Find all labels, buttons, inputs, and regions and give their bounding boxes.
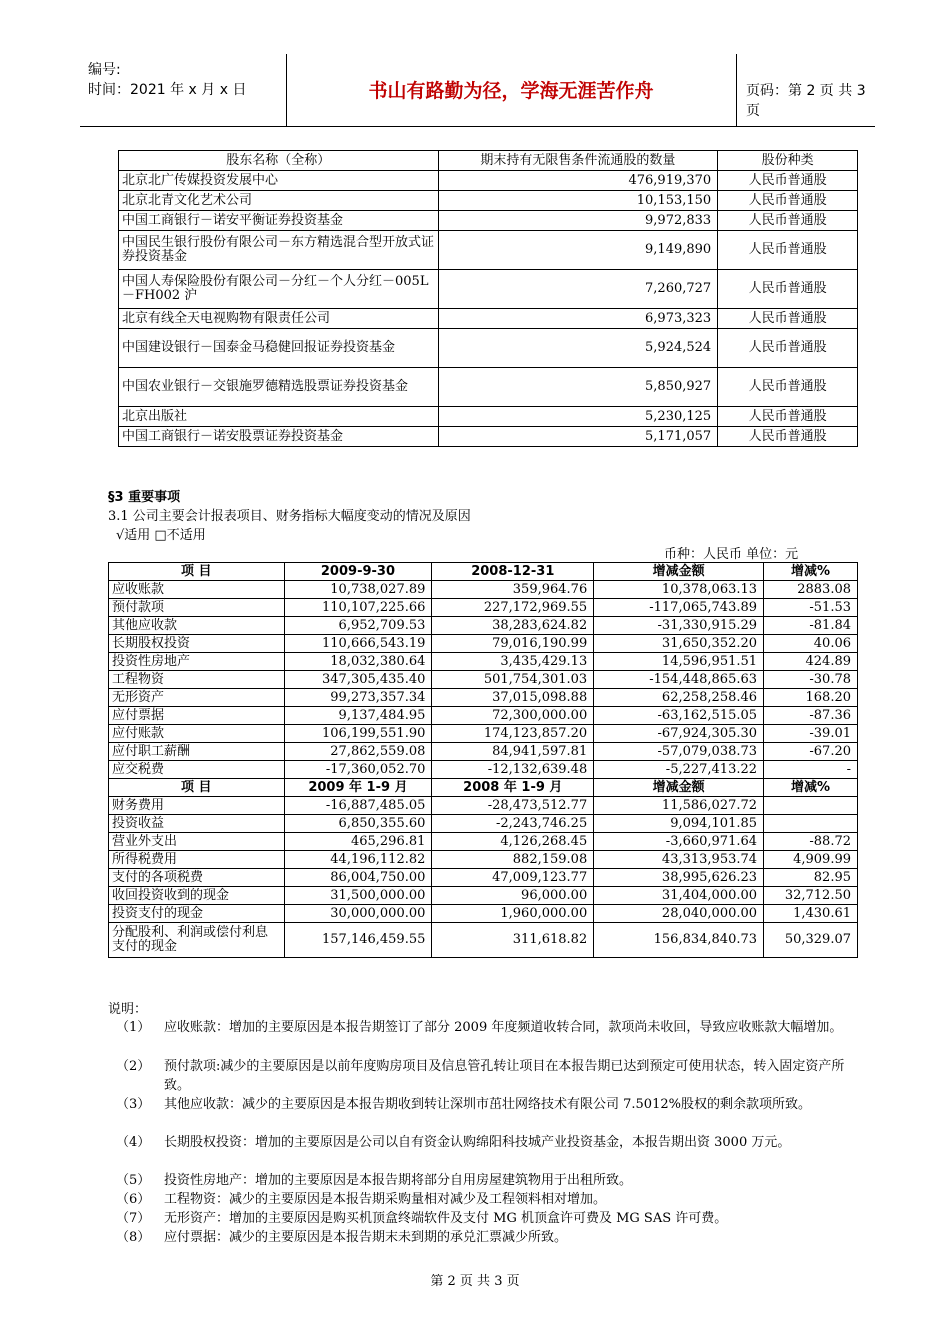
change-percent: -67.20: [764, 743, 858, 761]
table-header-row: [109, 563, 858, 581]
shareholder-name: 中国工商银行－诺安股票证券投资基金: [119, 427, 439, 447]
change-amount: 156,834,840.73: [594, 923, 764, 958]
table-row: [109, 905, 858, 923]
item-label: 投资支付的现金: [109, 905, 285, 923]
change-percent: 32,712.50: [764, 887, 858, 905]
shareholder-name: 中国人寿保险股份有限公司－分红－个人分红－005L－FH002 沪: [119, 270, 439, 309]
value-previous: 359,964.76: [432, 581, 594, 599]
value-current: 99,273,357.34: [284, 689, 432, 707]
column-header: 项 目: [109, 563, 285, 581]
change-percent: 4,909.99: [764, 851, 858, 869]
change-amount: 28,040,000.00: [594, 905, 764, 923]
share-qty: 5,171,057: [438, 427, 718, 447]
change-amount: -67,924,305.30: [594, 725, 764, 743]
share-qty: 5,850,927: [438, 368, 718, 407]
value-current: 86,004,750.00: [284, 869, 432, 887]
table-row: [109, 761, 858, 779]
column-header: 项 目: [109, 779, 285, 797]
column-header: 期末持有无限售条件流通股的数量: [438, 151, 718, 171]
change-amount: -31,330,915.29: [594, 617, 764, 635]
share-qty: 5,230,125: [438, 407, 718, 427]
note-text: 其他应收款：减少的主要原因是本报告期收到转让深圳市茁壮网络技术有限公司 7.5012%股权的剩余款项所致。: [164, 1097, 811, 1112]
change-amount: 31,650,352.20: [594, 635, 764, 653]
number-label: 编号:: [88, 62, 121, 78]
share-type: 人民币普通股: [718, 309, 858, 329]
value-current: 9,137,484.95: [284, 707, 432, 725]
change-percent: -39.01: [764, 725, 858, 743]
share-type: 人民币普通股: [718, 171, 858, 191]
header-page-label: 页码：第 2 页 共 3 页: [746, 83, 866, 119]
change-percent: -88.72: [764, 833, 858, 851]
share-qty: 7,260,727: [438, 270, 718, 309]
note-text: 预付款项:减少的主要原因是以前年度购房项目及信息管孔转让项目在本报告期已达到预定可使用状态，转入固定资产所致。: [164, 1059, 845, 1093]
table-row: [109, 923, 858, 958]
item-label: 收回投资收到的现金: [109, 887, 285, 905]
value-current: 6,952,709.53: [284, 617, 432, 635]
page-footer: 第 2 页 共 3 页: [430, 1274, 520, 1289]
share-type: 人民币普通股: [718, 211, 858, 231]
table-row: [119, 231, 858, 270]
change-amount: 62,258,258.46: [594, 689, 764, 707]
table-row: [119, 211, 858, 231]
change-percent: -30.78: [764, 671, 858, 689]
column-header: 增减%: [764, 563, 858, 581]
change-amount: 10,378,063.13: [594, 581, 764, 599]
change-amount: -3,660,971.64: [594, 833, 764, 851]
table-row: [119, 309, 858, 329]
value-previous: 227,172,969.55: [432, 599, 594, 617]
table-row: [119, 270, 858, 309]
change-amount: -5,227,413.22: [594, 761, 764, 779]
item-label: 投资收益: [109, 815, 285, 833]
header-divider: [736, 54, 737, 126]
value-previous: -28,473,512.77: [432, 797, 594, 815]
note-number: （2）: [116, 1059, 151, 1074]
financial-table: [108, 562, 858, 958]
value-current: 31,500,000.00: [284, 887, 432, 905]
shareholder-name: 北京北广传媒投资发展中心: [119, 171, 439, 191]
item-label: 所得税费用: [109, 851, 285, 869]
value-current: 27,862,559.08: [284, 743, 432, 761]
share-type: 人民币普通股: [718, 329, 858, 368]
table-row: [109, 689, 858, 707]
share-qty: 10,153,150: [438, 191, 718, 211]
table-header-row: [119, 151, 858, 171]
shareholder-name: 北京北青文化艺术公司: [119, 191, 439, 211]
value-previous: 38,283,624.82: [432, 617, 594, 635]
column-header: 增减金额: [594, 779, 764, 797]
value-previous: 4,126,268.45: [432, 833, 594, 851]
value-current: 18,032,380.64: [284, 653, 432, 671]
change-percent: -87.36: [764, 707, 858, 725]
value-current: 110,666,543.19: [284, 635, 432, 653]
table-row: [119, 191, 858, 211]
shareholder-name: 北京有线全天电视购物有限责任公司: [119, 309, 439, 329]
table-row: [119, 171, 858, 191]
value-previous: 47,009,123.77: [432, 869, 594, 887]
section-subtitle: 3.1 公司主要会计报表项目、财务指标大幅度变动的情况及原因: [108, 509, 471, 524]
note-text: 长期股权投资：增加的主要原因是公司以自有资金认购绵阳科技城产业投资基金，本报告期出资 3000 万元。: [164, 1135, 791, 1150]
table-row: [109, 797, 858, 815]
table-row: [109, 707, 858, 725]
item-label: 预付款项: [109, 599, 285, 617]
note-number: （7）: [116, 1211, 151, 1226]
table-row: [119, 407, 858, 427]
value-previous: 37,015,098.88: [432, 689, 594, 707]
item-label: 应付账款: [109, 725, 285, 743]
value-current: 6,850,355.60: [284, 815, 432, 833]
item-label: 投资性房地产: [109, 653, 285, 671]
item-label: 工程物资: [109, 671, 285, 689]
notes-label: 说明：: [108, 1002, 148, 1017]
table-row: [109, 833, 858, 851]
table-row: [119, 368, 858, 407]
table-row: [109, 851, 858, 869]
column-header: 2009-9-30: [284, 563, 432, 581]
value-current: 347,305,435.40: [284, 671, 432, 689]
column-header: 增减%: [764, 779, 858, 797]
item-label: 财务费用: [109, 797, 285, 815]
value-current: 44,196,112.82: [284, 851, 432, 869]
value-previous: -12,132,639.48: [432, 761, 594, 779]
value-current: 465,296.81: [284, 833, 432, 851]
change-amount: 31,404,000.00: [594, 887, 764, 905]
value-previous: 1,960,000.00: [432, 905, 594, 923]
item-label: 无形资产: [109, 689, 285, 707]
change-amount: -117,065,743.89: [594, 599, 764, 617]
note-text: 投资性房地产：增加的主要原因是本报告期将部分自用房屋建筑物用于出租所致。: [164, 1173, 633, 1188]
item-label: 应收账款: [109, 581, 285, 599]
share-type: 人民币普通股: [718, 270, 858, 309]
column-header: 2008-12-31: [432, 563, 594, 581]
item-label: 应交税费: [109, 761, 285, 779]
item-label: 其他应收款: [109, 617, 285, 635]
change-amount: -154,448,865.63: [594, 671, 764, 689]
value-previous: 3,435,429.13: [432, 653, 594, 671]
value-previous: -2,243,746.25: [432, 815, 594, 833]
value-current: 157,146,459.55: [284, 923, 432, 958]
change-percent: [764, 815, 858, 833]
item-label: 营业外支出: [109, 833, 285, 851]
table-row: [109, 815, 858, 833]
value-current: -16,887,485.05: [284, 797, 432, 815]
change-amount: 9,094,101.85: [594, 815, 764, 833]
change-percent: 50,329.07: [764, 923, 858, 958]
share-qty: 6,973,323: [438, 309, 718, 329]
change-percent: 168.20: [764, 689, 858, 707]
shareholder-name: 中国建设银行－国泰金马稳健回报证券投资基金: [119, 329, 439, 368]
item-label: 应付票据: [109, 707, 285, 725]
item-label: 分配股利、利润或偿付利息支付的现金: [109, 923, 285, 958]
table-row: [109, 635, 858, 653]
share-type: 人民币普通股: [718, 368, 858, 407]
value-previous: 174,123,857.20: [432, 725, 594, 743]
share-qty: 476,919,370: [438, 171, 718, 191]
note-number: （4）: [116, 1135, 151, 1150]
value-current: 110,107,225.66: [284, 599, 432, 617]
item-label: 支付的各项税费: [109, 869, 285, 887]
change-percent: -: [764, 761, 858, 779]
column-header: 增减金额: [594, 563, 764, 581]
table-row: [119, 427, 858, 447]
note-number: （3）: [116, 1097, 151, 1112]
column-header: 股东名称（全称）: [119, 151, 439, 171]
note-text: 工程物资：减少的主要原因是本报告期采购量相对减少及工程领料相对增加。: [164, 1192, 607, 1207]
change-amount: 11,586,027.72: [594, 797, 764, 815]
change-percent: -51.53: [764, 599, 858, 617]
value-previous: 84,941,597.81: [432, 743, 594, 761]
value-previous: 501,754,301.03: [432, 671, 594, 689]
share-qty: 9,972,833: [438, 211, 718, 231]
change-percent: -81.84: [764, 617, 858, 635]
change-percent: 2883.08: [764, 581, 858, 599]
share-qty: 9,149,890: [438, 231, 718, 270]
value-current: -17,360,052.70: [284, 761, 432, 779]
value-current: 30,000,000.00: [284, 905, 432, 923]
share-type: 人民币普通股: [718, 231, 858, 270]
value-previous: 72,300,000.00: [432, 707, 594, 725]
table-row: [109, 653, 858, 671]
share-qty: 5,924,524: [438, 329, 718, 368]
change-percent: [764, 797, 858, 815]
table-row: [109, 887, 858, 905]
shareholder-name: 北京出版社: [119, 407, 439, 427]
table-row: [109, 599, 858, 617]
share-type: 人民币普通股: [718, 191, 858, 211]
note-number: （5）: [116, 1173, 151, 1188]
change-amount: -57,079,038.73: [594, 743, 764, 761]
note-text: 无形资产：增加的主要原因是购买机顶盒终端软件及支付 MG 机顶盒许可费及 MG SAS 许可费。: [164, 1211, 728, 1226]
change-amount: 14,596,951.51: [594, 653, 764, 671]
change-amount: 43,313,953.74: [594, 851, 764, 869]
note-text: 应付票据：减少的主要原因是本报告期末未到期的承兑汇票减少所致。: [164, 1230, 568, 1245]
item-label: 应付职工薪酬: [109, 743, 285, 761]
note-number: （1）: [116, 1020, 151, 1035]
column-header: 2009 年 1-9 月: [284, 779, 432, 797]
shareholder-name: 中国农业银行－交银施罗德精选股票证券投资基金: [119, 368, 439, 407]
table-row: [119, 329, 858, 368]
currency-unit: 币种：人民币 单位：元: [664, 547, 799, 562]
table-row: [109, 869, 858, 887]
table-header-row: [109, 779, 858, 797]
table-row: [109, 743, 858, 761]
value-current: 10,738,027.89: [284, 581, 432, 599]
header-motto: 书山有路勤为径，学海无涯苦作舟: [368, 80, 654, 102]
time-label: 时间：2021 年 x 月 x 日: [88, 82, 247, 98]
section-title: §3 重要事项: [108, 490, 181, 505]
column-header: 2008 年 1-9 月: [432, 779, 594, 797]
shareholder-name: 中国民生银行股份有限公司－东方精选混合型开放式证券投资基金: [119, 231, 439, 270]
shareholder-name: 中国工商银行－诺安平衡证券投资基金: [119, 211, 439, 231]
value-previous: 96,000.00: [432, 887, 594, 905]
change-percent: 1,430.61: [764, 905, 858, 923]
table-row: [109, 725, 858, 743]
table-row: [109, 581, 858, 599]
page-header: [80, 54, 875, 127]
note-number: （6）: [116, 1192, 151, 1207]
change-amount: -63,162,515.05: [594, 707, 764, 725]
item-label: 长期股权投资: [109, 635, 285, 653]
shareholder-table: [118, 150, 858, 447]
value-current: 106,199,551.90: [284, 725, 432, 743]
header-meta: [88, 60, 278, 100]
share-type: 人民币普通股: [718, 427, 858, 447]
change-percent: 82.95: [764, 869, 858, 887]
note-number: （8）: [116, 1230, 151, 1245]
value-previous: 79,016,190.99: [432, 635, 594, 653]
change-percent: 424.89: [764, 653, 858, 671]
value-previous: 311,618.82: [432, 923, 594, 958]
table-row: [109, 617, 858, 635]
share-type: 人民币普通股: [718, 407, 858, 427]
change-percent: 40.06: [764, 635, 858, 653]
table-row: [109, 671, 858, 689]
applicable-checkboxes: √适用 □不适用: [116, 528, 206, 543]
column-header: 股份种类: [718, 151, 858, 171]
value-previous: 882,159.08: [432, 851, 594, 869]
note-text: 应收账款：增加的主要原因是本报告期签订了部分 2009 年度频道收转合同，款项尚未收回，导致应收账款大幅增加。: [164, 1020, 843, 1035]
change-amount: 38,995,626.23: [594, 869, 764, 887]
